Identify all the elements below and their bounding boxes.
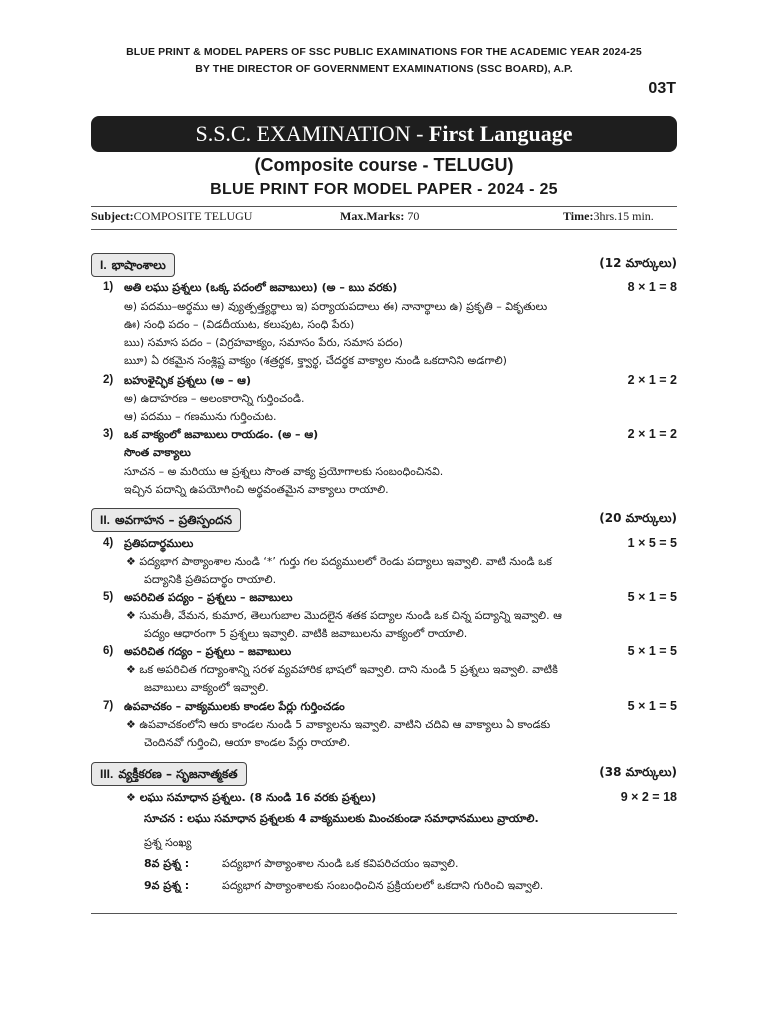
q4-title: ప్రతిపదార్థములు xyxy=(124,537,194,550)
q5-line: పద్యం ఆధారంగా 5 ప్రశ్నలు ఇవ్వాలి. వాటికి జవాబులను వాక్యంలో రాయాలి. xyxy=(144,627,468,640)
course-subtitle: (Composite course - TELUGU) xyxy=(254,155,514,175)
section-3-roman: III. xyxy=(100,767,114,781)
q4-number: 4) xyxy=(103,537,114,549)
section-1-header xyxy=(91,253,677,277)
question-number-label: ప్రశ్న సంఖ్య xyxy=(144,836,192,849)
subject-value: COMPOSITE TELUGU xyxy=(133,209,253,223)
q3-line: సూచన – అ మరియు ఆ ప్రశ్నలు సొంత వాక్య ప్రయోగాలకు సంబంధించినవి. xyxy=(124,465,444,478)
section-2-roman: II. xyxy=(100,513,111,527)
time-value: 3hrs.15 min. xyxy=(593,209,654,223)
blueprint-title: BLUE PRINT FOR MODEL PAPER - 2024 - 25 xyxy=(210,181,558,198)
q1-number: 1) xyxy=(103,281,114,293)
q4-marks: 1 × 5 = 5 xyxy=(627,536,677,550)
q6-number: 6) xyxy=(103,645,114,657)
q3-line: సొంత వాక్యాలు xyxy=(124,446,191,459)
section-3-pill xyxy=(91,762,247,786)
q4-line: పద్యానికి ప్రతిపదార్థం రాయాలి. xyxy=(144,573,277,586)
q7-line: చెందినవో గుర్తించి, ఆయా కాండల పేర్లు రాయాలి. xyxy=(144,736,351,749)
banner-exam: S.S.C. EXAMINATION - xyxy=(195,121,429,146)
section-3-title: వ్యక్తీకరణ – సృజనాత్మకత xyxy=(118,767,238,781)
q3-title: ఒక వాక్యంలో జవాబులు రాయడం. (అ – ఆ) xyxy=(124,428,319,441)
q3-marks: 2 × 1 = 2 xyxy=(627,427,677,441)
max-marks-label: Max.Marks: xyxy=(340,209,405,223)
q5-marks: 5 × 1 = 5 xyxy=(627,590,677,604)
header-line-2: BY THE DIRECTOR OF GOVERNMENT EXAMINATIONS (SSC BOARD), A.P. xyxy=(195,63,573,75)
row-label: 8వ ప్రశ్న : xyxy=(144,857,190,870)
q6-line: జవాబులు వాక్యంలో ఇవ్వాలి. xyxy=(144,681,269,694)
time-label: Time: xyxy=(563,209,594,223)
exam-banner xyxy=(91,116,677,152)
q1-line: ఋ) సమాస పదం – (విగ్రహవాక్యం, సమాసం పేరు, సమాస పదం) xyxy=(124,336,403,349)
q7-line: ❖ ఉపవాచకంలోని ఆరు కాండల నుండి 5 వాక్యాలను ఇవ్వాలి. వాటిని చదివి ఆ వాక్యాలు ఏ కాండకు xyxy=(126,718,551,731)
q8-title: ❖ లఘు సమాధాన ప్రశ్నలు. (8 నుండి 16 వరకు ప్రశ్నలు) xyxy=(126,791,377,804)
q6-marks: 5 × 1 = 5 xyxy=(627,644,677,658)
q1-line: ఊ) సంధి పదం – (విడదీయుట, కలుపుట, సంధి పేరు) xyxy=(124,318,355,331)
divider-top xyxy=(91,206,677,207)
time-info xyxy=(563,209,654,224)
q7-number: 7) xyxy=(103,700,114,712)
q8-marks: 9 × 2 = 18 xyxy=(620,790,677,804)
q3-number: 3) xyxy=(103,428,114,440)
divider-bottom xyxy=(91,913,677,914)
header-line-1: BLUE PRINT & MODEL PAPERS OF SSC PUBLIC EXAMINATIONS FOR THE ACADEMIC YEAR 2024-25 xyxy=(126,46,642,58)
section-2-header xyxy=(91,508,677,532)
q6-title: అపరిచిత గద్యం – ప్రశ్నలు – జవాబులు xyxy=(124,645,292,658)
section-3-header xyxy=(91,762,677,786)
q5-line: ❖ సుమతీ, వేమన, కుమార, తెలుగుబాల మొదలైన శతక పద్యాల నుండి ఒక చిన్న పద్యాన్ని ఇవ్వాలి. ఆ xyxy=(126,609,562,622)
banner-language: First Language xyxy=(428,121,573,146)
q2-number: 2) xyxy=(103,374,114,386)
q7-title: ఉపవాచకం – వాక్యములకు కాండల పేర్లు గుర్తించడం xyxy=(124,700,345,713)
section-3-marks: (38 మార్కులు) xyxy=(599,765,677,779)
q2-line: అ) ఉదాహరణ – అలంకారాన్ని గుర్తించండి. xyxy=(124,392,305,405)
q6-line: ❖ ఒక అపరిచిత గద్యాంశాన్ని సరళ వ్యవహారిక భాషలో ఇవ్వాలి. దాని నుండి 5 ప్రశ్నలు ఇవ్వాలి. వాటికి xyxy=(126,663,558,676)
q5-title: అపరిచిత పద్యం – ప్రశ్నలు – జవాబులు xyxy=(124,591,293,604)
q8-note: సూచన : లఘు సమాధాన ప్రశ్నలకు 4 వాక్యములకు మించకుండా సమాధానములు వ్రాయాలి. xyxy=(144,812,539,825)
section-2-marks: (20 మార్కులు) xyxy=(599,511,677,525)
q1-line: అ) పదము–అర్థము ఆ) వ్యుత్పత్త్యర్థాలు ఇ) పర్యాయపదాలు ఈ) నానార్థాలు ఉ) ప్రకృతి – వికృతులు xyxy=(124,300,548,313)
section-2-pill xyxy=(91,508,241,532)
row-label: 9వ ప్రశ్న : xyxy=(144,879,190,892)
row-text: పద్యభాగ పాఠ్యాంశాలకు సంబంధించిన ప్రక్రియలలో ఒకదాని గురించి ఇవ్వాలి. xyxy=(222,879,544,892)
section-1-marks: (12 మార్కులు) xyxy=(599,256,677,270)
row-text: పద్యభాగ పాఠ్యాంశాల నుండి ఒక కవిపరిచయం ఇవ్వాలి. xyxy=(222,857,459,870)
q1-marks: 8 × 1 = 8 xyxy=(627,280,677,294)
q1-title: అతి లఘు ప్రశ్నలు (ఒక్క పదంలో జవాబులు) (అ – ఋ వరకు) xyxy=(124,281,398,294)
q5-number: 5) xyxy=(103,591,114,603)
section-1-roman: I. xyxy=(100,258,107,272)
q1-line: ౠ) ఏ రకమైన సంశ్లిష్ట వాక్యం (శత్రర్థక, క్త్వార్థ, చేదర్థక వాక్యాల నుండి ఒకదానిని అడగాలి) xyxy=(124,354,507,367)
q2-line: ఆ) పదము – గణమును గుర్తించుట. xyxy=(124,410,277,423)
q2-marks: 2 × 1 = 2 xyxy=(627,373,677,387)
q4-line: ❖ పద్యభాగ పాఠ్యాంశాల నుండి ‘*’ గుర్తు గల పద్యములలో రెండు పద్యాలు ఇవ్వాలి. వాటి నుండి ఒక xyxy=(126,555,552,568)
section-2-title: అవగాహన – ప్రతిస్పందన xyxy=(115,513,233,527)
paper-code: 03T xyxy=(648,80,676,97)
section-1-title: భాషాంశాలు xyxy=(111,258,166,272)
max-marks-info xyxy=(340,209,419,224)
q2-title: బహుళైచ్ఛిక ప్రశ్నలు (అ – ఆ) xyxy=(124,374,251,387)
subject-info xyxy=(91,209,252,224)
section-1-pill xyxy=(91,253,175,277)
max-marks-value: 70 xyxy=(404,209,420,223)
q7-marks: 5 × 1 = 5 xyxy=(627,699,677,713)
divider-meta xyxy=(91,229,677,230)
q3-line: ఇచ్చిన పదాన్ని ఉపయోగించి అర్థవంతమైన వాక్యాలు రాయాలి. xyxy=(124,483,389,496)
subject-label: Subject: xyxy=(91,209,134,223)
